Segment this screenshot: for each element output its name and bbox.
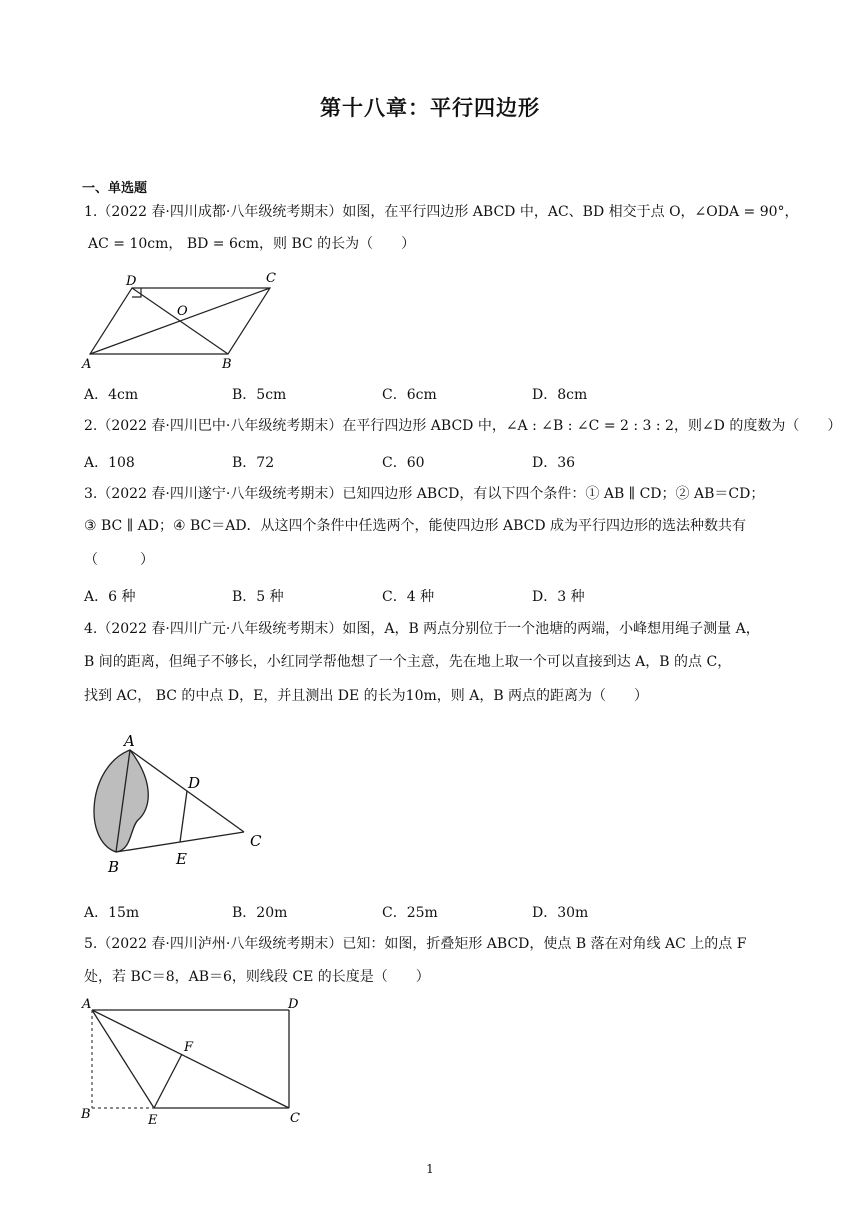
q2-option-a: A．108 — [84, 455, 135, 471]
q1-option-d: D．8cm — [532, 387, 588, 403]
q4-option-d: D．30m — [532, 905, 589, 921]
q4-label-a: A — [124, 732, 135, 750]
q1-label-b: B — [222, 357, 232, 372]
q1-parallelogram-figure — [80, 266, 280, 376]
q1-option-b: B．5cm — [232, 387, 287, 403]
q1-text-line-1: 1.（2022 春·四川成都·八年级统考期末）如图，在平行四边形 ABCD 中，AC、BD 相交于点 O，∠ODA = 90°， — [84, 204, 799, 220]
q5-label-c: C — [290, 1111, 300, 1126]
q4-label-d: D — [188, 774, 201, 792]
q5-label-f: F — [184, 1040, 194, 1055]
q4-option-c: C．25m — [382, 905, 438, 921]
q2-option-c: C．60 — [382, 455, 425, 471]
q3-text-line-2: ③ BC ∥ AD；④ BC＝AD．从这四个条件中任选两个，能使四边形 ABCD 成为平行四边形的选法种数共有 — [84, 518, 747, 534]
q2-text-line-1: 2.（2022 春·四川巴中·八年级统考期末）在平行四边形 ABCD 中，∠A : ∠B : ∠C = 2 : 3 : 2，则∠D 的度数为（ ） — [84, 418, 842, 434]
q1-label-c: C — [266, 271, 276, 286]
q5-label-b: B — [81, 1107, 91, 1122]
q5-text-line-1: 5.（2022 春·四川泸州·八年级统考期末）已知：如图，折叠矩形 ABCD，使点 B 落在对角线 AC 上的点 F — [84, 936, 747, 952]
q3-text-line-3: （ ） — [84, 552, 154, 568]
q4-text-line-2: B 间的距离，但绳子不够长，小红同学帮他想了一个主意，先在地上取一个可以直接到达 A，B 的点 C， — [84, 654, 732, 670]
q2-option-b: B．72 — [232, 455, 275, 471]
q4-label-c: C — [250, 832, 262, 850]
q5-segment-ef — [154, 1054, 182, 1108]
q3-text-line-1: 3.（2022 春·四川遂宁·八年级统考期末）已知四边形 ABCD，有以下四个条件：① AB ∥ CD；② AB＝CD； — [84, 486, 765, 502]
q4-pond-figure — [80, 728, 280, 878]
q5-rectangle-fold-figure — [78, 994, 318, 1129]
q4-label-b: B — [108, 858, 120, 876]
q3-option-c: C．4 种 — [382, 589, 435, 605]
q4-text-line-3: 找到 AC， BC 的中点 D，E，并且测出 DE 的长为10m，则 A，B 两点的距离为（ ） — [84, 688, 649, 704]
q3-option-b: B．5 种 — [232, 589, 284, 605]
q4-option-b: B．20m — [232, 905, 288, 921]
q5-label-d: D — [288, 997, 299, 1012]
q1-option-c: C．6cm — [382, 387, 437, 403]
q4-pond-shape — [94, 750, 148, 852]
q4-option-a: A．15m — [84, 905, 140, 921]
q4-text-line-1: 4.（2022 春·四川广元·八年级统考期末）如图，A，B 两点分别位于一个池塘的两端，小峰想用绳子测量 A， — [84, 621, 760, 637]
q4-label-e: E — [176, 850, 187, 868]
q4-segment-de — [180, 791, 187, 842]
q5-label-a: A — [82, 997, 92, 1012]
q3-option-a: A．6 种 — [84, 589, 136, 605]
section-heading: 一、单选题 — [82, 181, 148, 196]
q5-diagonal-ac — [92, 1010, 289, 1108]
q1-diagonal-bd — [132, 288, 228, 354]
page-title: 第十八章：平行四边形 — [320, 96, 540, 120]
q1-text-line-2: AC = 10cm， BD = 6cm，则 BC 的长为（ ） — [88, 236, 416, 252]
q2-option-d: D．36 — [532, 455, 576, 471]
q5-text-line-2: 处，若 BC＝8，AB＝6，则线段 CE 的长度是（ ） — [84, 969, 430, 985]
q1-label-d: D — [126, 274, 137, 289]
q1-label-a: A — [82, 357, 92, 372]
q5-label-e: E — [148, 1113, 158, 1128]
q1-option-a: A．4cm — [84, 387, 139, 403]
page-number: 1 — [426, 1162, 434, 1176]
q3-option-d: D．3 种 — [532, 589, 585, 605]
q1-label-o: O — [177, 304, 188, 319]
